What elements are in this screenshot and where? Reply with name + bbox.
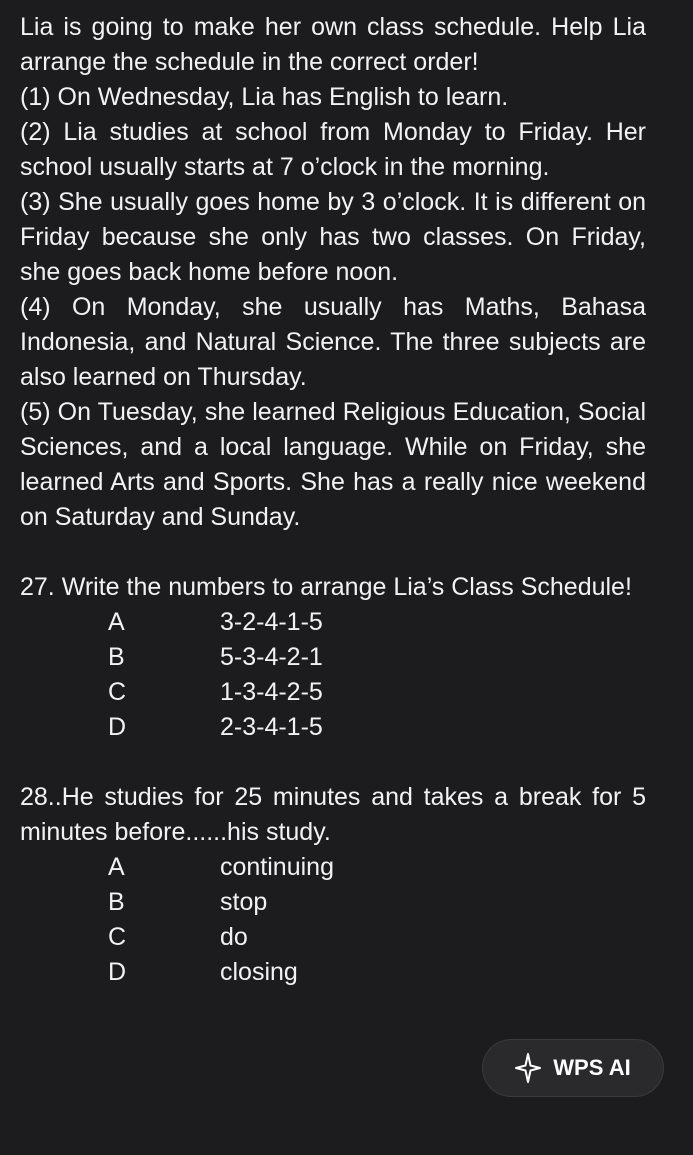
option-letter: B [108,888,125,916]
passage-clue-4: (4) On Monday, she usually has Maths, Bahasa Indonesia, and Natural Science. The three subjects are also learned on Thursday. [20,293,646,391]
q27-option-a[interactable] [20,605,646,640]
q28-option-c[interactable] [20,920,646,955]
q27-option-d[interactable] [20,710,646,745]
option-letter: A [108,608,125,636]
passage-clue-3: (3) She usually goes home by 3 o’clock. It is different on Friday because she only has two classes. On Friday, she goes back home before noon. [20,188,646,286]
option-text: 1-3-4-2-5 [220,678,323,706]
q27-option-b[interactable] [20,640,646,675]
q27-option-c[interactable] [20,675,646,710]
passage-clue-2: (2) Lia studies at school from Monday to Friday. Her school usually starts at 7 o’clock in the morning. [20,118,646,181]
option-text: closing [220,958,298,986]
wps-ai-label: WPS AI [553,1055,631,1080]
question-27-options [20,605,646,745]
option-text: 5-3-4-2-1 [220,643,323,671]
wps-ai-button[interactable] [483,1040,663,1096]
option-letter: D [108,958,127,986]
question-27-text: 27. Write the numbers to arrange Lia’s Class Schedule! [20,573,632,601]
option-text: do [220,923,248,951]
question-28-text: 28..He studies for 25 minutes and takes a break for 5 minutes before......his study. [20,783,646,846]
document-body [20,10,646,990]
passage-clue-5: (5) On Tuesday, she learned Religious Education, Social Sciences, and a local language. While on Friday, she learned Arts and Sports. She has a really nice weekend on Saturday and Sunday. [20,398,646,531]
q28-option-d[interactable] [20,955,646,990]
option-text: stop [220,888,268,916]
option-letter: C [108,678,127,706]
option-text: 2-3-4-1-5 [220,713,323,741]
option-text: 3-2-4-1-5 [220,608,323,636]
option-text: continuing [220,853,334,881]
spacer [20,745,646,780]
spacer [20,535,646,570]
q28-option-b[interactable] [20,885,646,920]
q28-option-a[interactable] [20,850,646,885]
question-28-options [20,850,646,990]
sparkle-star-icon [515,1053,541,1083]
passage-clue-1: (1) On Wednesday, Lia has English to learn. [20,83,509,111]
option-letter: D [108,713,127,741]
option-letter: B [108,643,125,671]
option-letter: A [108,853,125,881]
passage-intro: Lia is going to make her own class schedule. Help Lia arrange the schedule in the correct order! [20,13,646,76]
option-letter: C [108,923,127,951]
